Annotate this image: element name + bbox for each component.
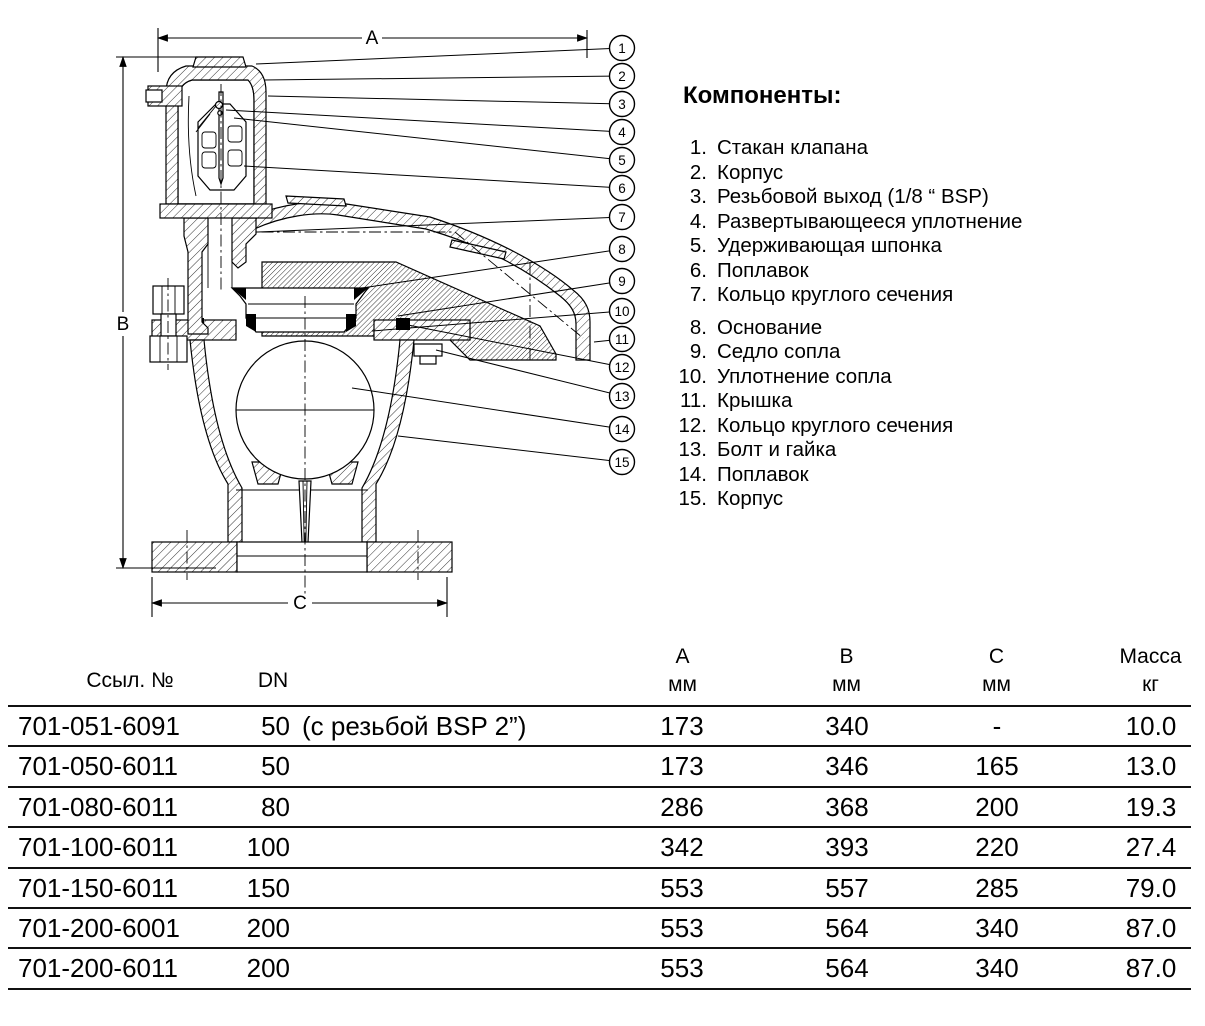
b-cell: 564 bbox=[825, 953, 869, 984]
col-header-a: A bbox=[675, 645, 690, 668]
component-label: Корпус bbox=[717, 160, 784, 184]
component-item bbox=[665, 438, 1185, 463]
b-cell: 340 bbox=[825, 711, 869, 741]
component-number: 8. bbox=[689, 315, 707, 339]
component-item bbox=[665, 487, 1185, 512]
a-cell: 553 bbox=[660, 872, 704, 903]
component-label: Поплавок bbox=[717, 258, 809, 282]
component-label: Развертывающееся уплотнение bbox=[717, 209, 1023, 233]
components-items bbox=[665, 136, 1185, 512]
table-row bbox=[8, 828, 1191, 868]
mass-cell: 13.0 bbox=[1125, 751, 1177, 782]
dim-a-label: A bbox=[365, 28, 379, 49]
col-header-b: B bbox=[839, 645, 854, 668]
spec-table bbox=[0, 645, 1205, 1005]
component-label: Седло сопла bbox=[717, 340, 841, 363]
ref-cell: 701-200-6011 bbox=[18, 953, 178, 984]
callout-number-6: 6 bbox=[618, 180, 626, 196]
table-row bbox=[8, 869, 1191, 909]
components-title: Компоненты: bbox=[683, 82, 842, 109]
callout-number-12: 12 bbox=[614, 359, 630, 375]
component-label: Кольцо круглого сечения bbox=[717, 413, 954, 437]
dn-cell: 100 bbox=[246, 832, 290, 863]
c-cell: - bbox=[992, 711, 1002, 741]
callout-leader-6 bbox=[244, 166, 622, 188]
b-cell: 557 bbox=[825, 872, 869, 903]
a-cell: 553 bbox=[660, 912, 704, 943]
component-item bbox=[665, 210, 1185, 235]
dn-note-cell: (с резьбой BSP 2”) bbox=[302, 711, 527, 741]
ref-cell: 701-080-6011 bbox=[18, 791, 178, 822]
callout-leader-4 bbox=[226, 110, 622, 132]
component-label: Поплавок bbox=[717, 462, 809, 486]
a-cell: 553 bbox=[660, 953, 704, 984]
component-number: 12. bbox=[678, 413, 707, 437]
callout-number-13: 13 bbox=[614, 388, 630, 404]
component-item bbox=[665, 283, 1185, 308]
ref-cell: 701-100-6011 bbox=[18, 832, 178, 863]
component-item bbox=[665, 340, 1185, 365]
component-item bbox=[665, 414, 1185, 439]
c-cell: 220 bbox=[975, 832, 1019, 863]
dn-cell: 80 bbox=[261, 791, 290, 822]
callout-number-2: 2 bbox=[618, 68, 626, 84]
stem-neck bbox=[184, 218, 256, 334]
ref-cell: 701-150-6011 bbox=[18, 872, 178, 903]
component-label: Корпус bbox=[717, 487, 784, 510]
component-number: 10. bbox=[678, 364, 707, 388]
ref-cell: 701-200-6001 bbox=[18, 912, 180, 943]
component-item bbox=[665, 463, 1185, 488]
mass-cell: 87.0 bbox=[1125, 912, 1177, 943]
callout-leader-3 bbox=[268, 96, 622, 104]
dimension-c bbox=[152, 577, 447, 617]
col-header-a-mm: мм bbox=[668, 673, 697, 696]
component-label: Стакан клапана bbox=[717, 136, 868, 159]
callout-number-3: 3 bbox=[618, 96, 626, 112]
c-cell: 285 bbox=[975, 872, 1019, 903]
component-item bbox=[665, 234, 1185, 259]
a-cell: 286 bbox=[660, 791, 704, 822]
component-item bbox=[665, 316, 1185, 341]
callout-leader-2 bbox=[264, 76, 622, 80]
callout-number-5: 5 bbox=[618, 152, 626, 168]
dn-cell: 50 bbox=[261, 711, 290, 741]
component-label: Основание bbox=[717, 315, 823, 339]
component-item bbox=[665, 185, 1185, 210]
b-cell: 346 bbox=[825, 751, 869, 782]
component-number: 7. bbox=[689, 283, 707, 306]
valve-cross-section-diagram bbox=[0, 0, 660, 630]
component-number: 9. bbox=[689, 340, 707, 363]
callout-number-4: 4 bbox=[618, 124, 626, 140]
component-item bbox=[665, 389, 1185, 414]
table-row bbox=[8, 747, 1191, 787]
col-header-dn: DN bbox=[257, 669, 289, 692]
callout-number-9: 9 bbox=[618, 273, 626, 289]
component-number: 5. bbox=[689, 234, 707, 257]
b-cell: 368 bbox=[825, 791, 869, 822]
dn-cell: 200 bbox=[246, 912, 290, 943]
callout-number-7: 7 bbox=[618, 209, 626, 225]
component-label: Крышка bbox=[717, 389, 793, 412]
component-item bbox=[665, 161, 1185, 186]
table-row bbox=[8, 949, 1191, 989]
component-item bbox=[665, 365, 1185, 390]
components-list bbox=[665, 82, 1185, 512]
callout-number-1: 1 bbox=[618, 40, 626, 56]
c-cell: 165 bbox=[975, 751, 1019, 782]
component-label: Уплотнение сопла bbox=[717, 364, 892, 388]
a-cell: 173 bbox=[660, 711, 704, 741]
b-cell: 564 bbox=[825, 912, 869, 943]
component-number: 13. bbox=[678, 438, 707, 461]
ref-cell: 701-051-6091 bbox=[18, 711, 180, 741]
component-number: 2. bbox=[689, 160, 707, 184]
component-number: 11. bbox=[680, 389, 707, 412]
component-number: 6. bbox=[689, 258, 707, 282]
a-cell: 342 bbox=[660, 832, 704, 863]
table-row bbox=[8, 788, 1191, 828]
col-header-b-mm: мм bbox=[832, 673, 861, 696]
nozzle-seat bbox=[232, 288, 368, 332]
a-cell: 173 bbox=[660, 751, 704, 782]
ref-cell: 701-050-6011 bbox=[18, 751, 178, 782]
callout-leader-5 bbox=[234, 118, 622, 160]
spec-table-rows bbox=[8, 705, 1191, 990]
component-label: Кольцо круглого сечения bbox=[717, 283, 954, 306]
col-header-c: C bbox=[988, 645, 1005, 668]
callout-number-10: 10 bbox=[614, 303, 630, 319]
component-label: Резьбовой выход (1/8 “ BSP) bbox=[717, 185, 989, 208]
component-number: 3. bbox=[689, 185, 707, 208]
mass-cell: 19.3 bbox=[1125, 791, 1177, 822]
c-cell: 200 bbox=[975, 791, 1019, 822]
table-row bbox=[8, 909, 1191, 949]
dn-cell: 50 bbox=[261, 751, 290, 782]
callout-number-11: 11 bbox=[614, 331, 630, 347]
col-header-c-mm: мм bbox=[982, 673, 1011, 696]
c-cell: 340 bbox=[975, 953, 1019, 984]
valve-cup bbox=[146, 57, 272, 292]
component-number: 14. bbox=[678, 462, 707, 486]
callout-leader-15 bbox=[398, 436, 622, 462]
dn-cell: 150 bbox=[246, 872, 290, 903]
callout-number-14: 14 bbox=[614, 421, 630, 437]
callout-leader-1 bbox=[256, 48, 622, 64]
component-item bbox=[665, 136, 1185, 161]
component-number: 1. bbox=[689, 136, 707, 159]
col-header-kg: кг bbox=[1142, 673, 1159, 696]
mass-cell: 27.4 bbox=[1125, 832, 1177, 863]
c-cell: 340 bbox=[975, 912, 1019, 943]
component-label: Удерживающая шпонка bbox=[717, 234, 942, 257]
mass-cell: 87.0 bbox=[1125, 953, 1177, 984]
component-number: 4. bbox=[689, 209, 707, 233]
component-number: 15. bbox=[678, 487, 707, 510]
col-header-mass: Масса bbox=[1119, 645, 1182, 668]
callout-number-15: 15 bbox=[614, 454, 630, 470]
dn-cell: 200 bbox=[246, 953, 290, 984]
table-row bbox=[8, 707, 1191, 747]
b-cell: 393 bbox=[825, 832, 869, 863]
col-header-ref: Ссыл. № bbox=[86, 669, 174, 692]
callout-number-8: 8 bbox=[618, 241, 626, 257]
component-item bbox=[665, 259, 1185, 284]
dim-c-label: C bbox=[293, 593, 307, 614]
mass-cell: 10.0 bbox=[1125, 711, 1177, 741]
dim-b-label: B bbox=[116, 314, 130, 335]
mass-cell: 79.0 bbox=[1125, 872, 1177, 903]
component-label: Болт и гайка bbox=[717, 438, 837, 461]
